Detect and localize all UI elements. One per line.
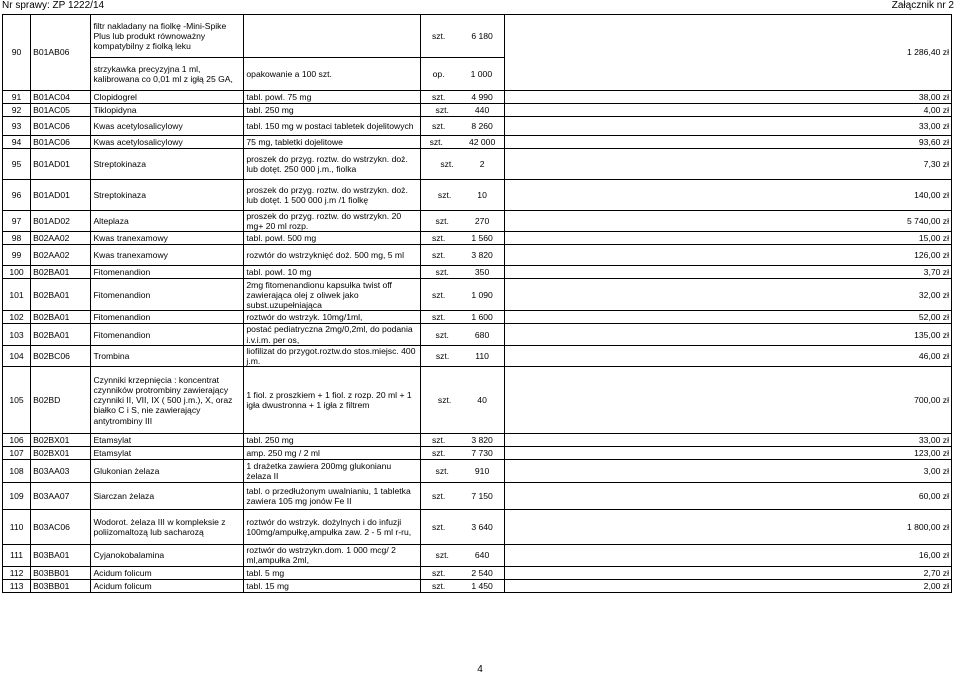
- table-row: [3, 566, 952, 579]
- unit: szt.: [437, 395, 452, 406]
- unit-price: 93,60 zł: [504, 136, 951, 149]
- row-number: 110: [3, 510, 31, 545]
- unit: szt.: [431, 312, 446, 323]
- quantity: 350: [474, 267, 490, 278]
- quantity: 910: [474, 466, 490, 477]
- unit-quantity: [421, 311, 504, 324]
- unit: szt.: [440, 158, 454, 169]
- unit-price: 52,00 zł: [504, 311, 951, 324]
- table-row: [3, 324, 952, 345]
- product-name: Fitomenandion: [91, 311, 244, 324]
- atc-code: B02BA01: [31, 266, 91, 279]
- quantity: 270: [474, 216, 490, 227]
- unit-price: 16,00 zł: [504, 545, 951, 566]
- atc-code: B02AA02: [31, 245, 91, 266]
- atc-code: B02BA01: [31, 324, 91, 345]
- table-row: [3, 545, 952, 566]
- atc-code: B03BB01: [31, 579, 91, 592]
- unit: op.: [432, 68, 445, 79]
- row-number: 113: [3, 579, 31, 592]
- dosage-form: tabl. 250 mg: [244, 434, 421, 447]
- unit-quantity: [421, 266, 504, 279]
- table-row: [3, 311, 952, 324]
- atc-code: B01AD02: [31, 211, 91, 232]
- quantity: 110: [475, 350, 489, 361]
- atc-code: B01AC06: [31, 117, 91, 136]
- row-number: 90: [3, 15, 31, 91]
- unit-price: 33,00 zł: [504, 434, 951, 447]
- table-row: [3, 15, 952, 58]
- product-name: Trombina: [91, 345, 244, 366]
- unit-quantity: [421, 367, 504, 434]
- unit: szt.: [431, 522, 446, 533]
- unit-price: 1 286,40 zł: [504, 15, 951, 91]
- unit: szt.: [435, 216, 449, 227]
- product-name: Clopidogrel: [91, 91, 244, 104]
- unit-price: 123,00 zł: [504, 447, 951, 460]
- unit-quantity: [421, 136, 504, 149]
- product-name: Etamsylat: [91, 434, 244, 447]
- unit: szt.: [435, 329, 449, 340]
- quantity: 42 000: [468, 136, 496, 147]
- unit-quantity: [421, 232, 504, 245]
- row-number: 102: [3, 311, 31, 324]
- row-number: 91: [3, 91, 31, 104]
- unit-quantity: [421, 447, 504, 460]
- row-number: 97: [3, 211, 31, 232]
- atc-code: B01AB06: [31, 15, 91, 91]
- unit: szt.: [437, 189, 452, 200]
- unit-quantity: [421, 460, 504, 483]
- row-number: 105: [3, 367, 31, 434]
- unit-price: 140,00 zł: [504, 180, 951, 211]
- unit-quantity: [421, 579, 504, 592]
- row-number: 108: [3, 460, 31, 483]
- table-row: [3, 245, 952, 266]
- unit: szt.: [431, 233, 446, 244]
- atc-code: B02BA01: [31, 279, 91, 311]
- unit-price: 1 800,00 zł: [504, 510, 951, 545]
- row-number: 104: [3, 345, 31, 366]
- row-number: 111: [3, 545, 31, 566]
- unit-price: 135,00 zł: [504, 324, 951, 345]
- unit-quantity: [421, 117, 504, 136]
- unit: szt.: [431, 448, 446, 459]
- quantity: 1 090: [471, 289, 493, 300]
- dosage-form: 1 fiol. z proszkiem + 1 fiol. z rozp. 20 ml + 1 igła dwustronna + 1 igła z filtrem: [244, 367, 421, 434]
- unit: szt.: [429, 136, 443, 147]
- dosage-form: postać pediatryczna 2mg/0,2ml, do podania i.v.i.m. per os,: [244, 324, 421, 345]
- atc-code: B02BX01: [31, 434, 91, 447]
- unit: szt.: [431, 30, 446, 41]
- row-number: 100: [3, 266, 31, 279]
- case-number: Nr sprawy: ZP 1222/14: [2, 0, 105, 11]
- quantity: 1 000: [470, 68, 493, 79]
- product-name: Kwas tranexamowy: [91, 232, 244, 245]
- table-row: [3, 117, 952, 136]
- product-name: Streptokinaza: [91, 180, 244, 211]
- product-name: Fitomenandion: [91, 266, 244, 279]
- table-row: [3, 345, 952, 366]
- page-number: 4: [477, 664, 483, 675]
- atc-code: B02BA01: [31, 311, 91, 324]
- product-name: Wodorot. żelaza III w kompleksie z poliizomaltozą lub sacharozą: [91, 510, 244, 545]
- unit-quantity: [421, 434, 504, 447]
- product-name: Etamsylat: [91, 447, 244, 460]
- quantity: 10: [477, 189, 487, 200]
- product-name: Kwas acetylosalicylowy: [91, 136, 244, 149]
- product-name: Fitomenandion: [91, 324, 244, 345]
- unit: szt.: [431, 250, 446, 261]
- table-row: [3, 136, 952, 149]
- unit: szt.: [431, 435, 446, 446]
- dosage-form: roztwór do wstrzykn.dom. 1 000 mcg/ 2 ml,ampułka 2ml,: [244, 545, 421, 566]
- dosage-form: 75 mg, tabletki dojelitowe: [244, 136, 421, 149]
- unit-quantity: [421, 510, 504, 545]
- atc-code: B03AA07: [31, 483, 91, 510]
- unit: szt.: [435, 267, 449, 278]
- quantity: 3 820: [471, 250, 493, 261]
- quantity: 4 990: [471, 91, 493, 102]
- unit-quantity: [421, 566, 504, 579]
- atc-code: B01AC06: [31, 136, 91, 149]
- unit-quantity: [421, 180, 504, 211]
- quantity: 640: [474, 550, 490, 561]
- dosage-form: proszek do przyg. roztw. do wstrzykn. doż. lub dotęt. 1 500 000 j.m /1 fiolkę: [244, 180, 421, 211]
- attachment-label: Załącznik nr 2: [891, 0, 954, 11]
- unit-price: 5 740,00 zł: [504, 211, 951, 232]
- quantity: 6 180: [471, 30, 493, 41]
- unit: szt.: [431, 491, 446, 502]
- dosage-form: tabl. powl. 500 mg: [244, 232, 421, 245]
- dosage-form: tabl. 15 mg: [244, 579, 421, 592]
- table-row: [3, 180, 952, 211]
- unit: szt.: [431, 289, 446, 300]
- quantity: 7 730: [471, 448, 493, 459]
- table-row: [3, 149, 952, 180]
- unit-quantity: [421, 58, 504, 91]
- row-number: 96: [3, 180, 31, 211]
- product-name: Acidum folicum: [91, 579, 244, 592]
- dosage-form: tabl. 250 mg: [244, 104, 421, 117]
- unit-quantity: [421, 483, 504, 510]
- atc-code: B02BC06: [31, 345, 91, 366]
- unit-price: 32,00 zł: [504, 279, 951, 311]
- unit-quantity: [421, 91, 504, 104]
- quantity: 2: [479, 158, 485, 169]
- unit-price: 15,00 zł: [504, 232, 951, 245]
- unit-price: 2,00 zł: [504, 579, 951, 592]
- unit-quantity: [421, 345, 504, 366]
- product-name: Kwas acetylosalicylowy: [91, 117, 244, 136]
- row-number: 103: [3, 324, 31, 345]
- row-number: 94: [3, 136, 31, 149]
- table-row: [3, 447, 952, 460]
- product-name: Fitomenandion: [91, 279, 244, 311]
- unit: szt.: [431, 580, 446, 591]
- row-number: 106: [3, 434, 31, 447]
- unit-price: 700,00 zł: [504, 367, 951, 434]
- quantity: 3 820: [471, 435, 493, 446]
- atc-code: B03BA01: [31, 545, 91, 566]
- unit-quantity: [421, 279, 504, 311]
- unit-price: 46,00 zł: [504, 345, 951, 366]
- product-name: Glukonian żelaza: [91, 460, 244, 483]
- dosage-form: tabl. 5 mg: [244, 566, 421, 579]
- product-name: Czynniki krzepnięcia : koncentrat czynników protrombiny zawierający czynniki II, VII, IX ( 500 j.m.), X, oraz białko C i S, nie zawierający antytrombiny III: [91, 367, 244, 434]
- dosage-form: opakowanie a 100 szt.: [244, 58, 421, 91]
- unit-quantity: [421, 104, 504, 117]
- atc-code: B01AD01: [31, 149, 91, 180]
- product-name: filtr nakladany na fiolkę -Mini-Spike Plus lub produkt równoważny kompatybilny z fiolką leku: [91, 15, 244, 58]
- table-row: [3, 483, 952, 510]
- product-name: Cyjanokobalamina: [91, 545, 244, 566]
- table-row: [3, 579, 952, 592]
- table-row: [3, 510, 952, 545]
- row-number: 95: [3, 149, 31, 180]
- unit-quantity: [421, 245, 504, 266]
- product-name: Kwas tranexamowy: [91, 245, 244, 266]
- unit-quantity: [421, 324, 504, 345]
- atc-code: B03AA03: [31, 460, 91, 483]
- unit: szt.: [435, 350, 450, 361]
- dosage-form: tabl. 150 mg w postaci tabletek dojelitowych: [244, 117, 421, 136]
- unit-quantity: [421, 15, 504, 58]
- dosage-form: rozwtór do wstrzyknięć doż. 500 mg, 5 ml: [244, 245, 421, 266]
- unit-price: 38,00 zł: [504, 91, 951, 104]
- unit-price: 126,00 zł: [504, 245, 951, 266]
- atc-code: B03BB01: [31, 566, 91, 579]
- quantity: 1 450: [471, 580, 493, 591]
- unit: szt.: [435, 466, 449, 477]
- product-name: strzykawka precyzyjna 1 ml, kalibrowana co 0,01 ml z igłą 25 GA,: [91, 58, 244, 91]
- product-name: Streptokinaza: [91, 149, 244, 180]
- page-header: [0, 0, 960, 14]
- product-name: Alteplaza: [91, 211, 244, 232]
- row-number: 99: [3, 245, 31, 266]
- unit-price: 7,30 zł: [504, 149, 951, 180]
- dosage-form: roztwór do wstrzyk. dożylnych i do infuzji 100mg/ampułkę,ampułka zaw. 2 - 5 ml r-ru,: [244, 510, 421, 545]
- dosage-form: 2mg fitomenandionu kapsułka twist off zawierająca olej z oliwek jako subst.uzupełniająca: [244, 279, 421, 311]
- atc-code: B01AC05: [31, 104, 91, 117]
- unit: szt.: [435, 104, 449, 115]
- dosage-form: proszek do przyg. roztw. do wstrzykn. 20 mg+ 20 ml rozp.: [244, 211, 421, 232]
- dosage-form: proszek do przyg. roztw. do wstrzykn. doż. lub dotęt. 250 000 j.m., fiolka: [244, 149, 421, 180]
- dosage-form: liofilizat do przygot.roztw.do stos.miejsc. 400 j.m.: [244, 345, 421, 366]
- row-number: 93: [3, 117, 31, 136]
- product-name: Siarczan żelaza: [91, 483, 244, 510]
- atc-code: B03AC06: [31, 510, 91, 545]
- unit: szt.: [431, 567, 446, 578]
- drug-table-body: [3, 15, 952, 593]
- product-name: Acidum folicum: [91, 566, 244, 579]
- unit-price: 4,00 zł: [504, 104, 951, 117]
- quantity: 440: [474, 104, 490, 115]
- atc-code: B01AD01: [31, 180, 91, 211]
- atc-code: B02BD: [31, 367, 91, 434]
- quantity: 1 600: [471, 312, 493, 323]
- table-row: [3, 434, 952, 447]
- dosage-form: tabl. o przedłużonym uwalnianiu, 1 tabletka zawiera 105 mg jonów Fe II: [244, 483, 421, 510]
- quantity: 3 640: [471, 522, 493, 533]
- atc-code: B01AC04: [31, 91, 91, 104]
- row-number: 109: [3, 483, 31, 510]
- row-number: 112: [3, 566, 31, 579]
- table-row: [3, 91, 952, 104]
- unit-price: 60,00 zł: [504, 483, 951, 510]
- table-row: [3, 211, 952, 232]
- dosage-form: [244, 15, 421, 58]
- unit-price: 33,00 zł: [504, 117, 951, 136]
- unit-quantity: [421, 545, 504, 566]
- atc-code: B02AA02: [31, 232, 91, 245]
- unit-price: 2,70 zł: [504, 566, 951, 579]
- quantity: 8 260: [471, 120, 493, 131]
- table-row: [3, 232, 952, 245]
- unit-quantity: [421, 211, 504, 232]
- dosage-form: roztwór do wstrzyk. 10mg/1ml,: [244, 311, 421, 324]
- atc-code: B02BX01: [31, 447, 91, 460]
- table-row: [3, 104, 952, 117]
- dosage-form: tabl. powl. 75 mg: [244, 91, 421, 104]
- row-number: 92: [3, 104, 31, 117]
- unit: szt.: [435, 550, 449, 561]
- quantity: 40: [477, 395, 487, 406]
- dosage-form: amp. 250 mg / 2 ml: [244, 447, 421, 460]
- quantity: 1 560: [471, 233, 493, 244]
- quantity: 7 150: [471, 491, 493, 502]
- quantity: 680: [474, 329, 490, 340]
- table-row: [3, 460, 952, 483]
- unit-quantity: [421, 149, 504, 180]
- unit: szt.: [431, 91, 446, 102]
- row-number: 98: [3, 232, 31, 245]
- unit: szt.: [431, 120, 446, 131]
- table-row: [3, 266, 952, 279]
- dosage-form: tabl. powl. 10 mg: [244, 266, 421, 279]
- table-row: [3, 367, 952, 434]
- product-name: Tiklopidyna: [91, 104, 244, 117]
- row-number: 101: [3, 279, 31, 311]
- dosage-form: 1 drażetka zawiera 200mg glukonianu żelaza II: [244, 460, 421, 483]
- drug-table: [2, 14, 952, 593]
- unit-price: 3,00 zł: [504, 460, 951, 483]
- unit-price: 3,70 zł: [504, 266, 951, 279]
- row-number: 107: [3, 447, 31, 460]
- quantity: 2 540: [471, 567, 493, 578]
- table-row: [3, 279, 952, 311]
